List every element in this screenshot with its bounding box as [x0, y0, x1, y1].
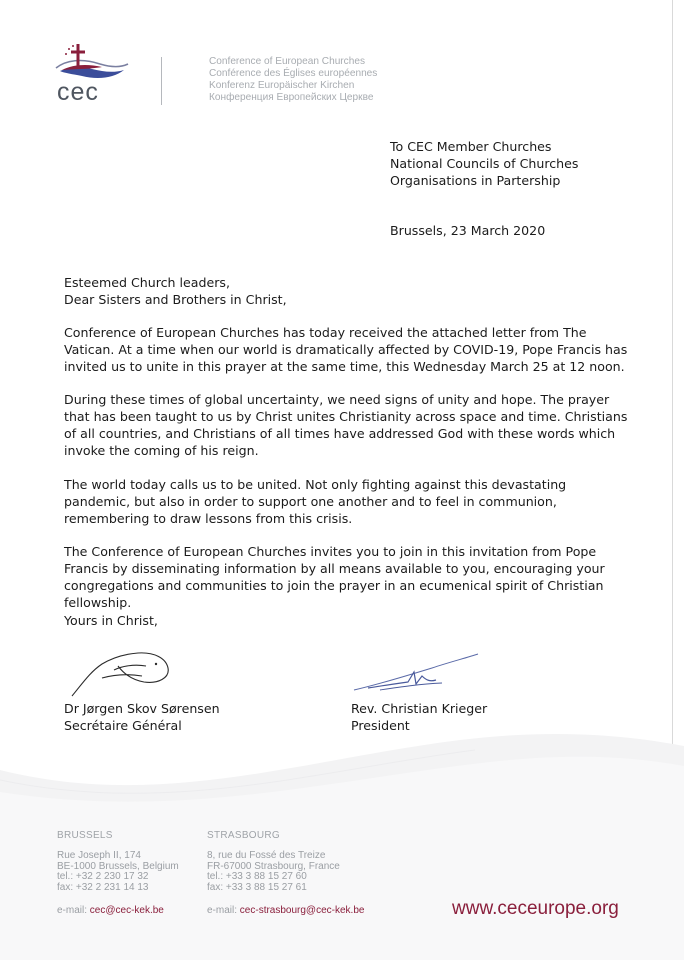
salutation	[64, 274, 287, 308]
strasbourg-address	[207, 851, 340, 894]
logo-text: cec	[57, 78, 99, 106]
org-names	[209, 56, 377, 104]
signature-krieger-icon	[350, 650, 482, 696]
body-paragraph: The Conference of European Churches invites you to join in this invitation from Pope Francis by disseminating information by all means available to you, encouraging your congregations and communities to join the prayer in an ecumenical spirit of Christian fellowship.	[64, 544, 605, 610]
closing: Yours in Christ,	[64, 613, 158, 628]
signature-sorensen-icon	[68, 644, 178, 700]
recipients-block	[390, 138, 578, 189]
signer-name: Rev. Christian Krieger	[351, 701, 488, 716]
address-line: FR-67000 Strasbourg, France	[207, 860, 340, 872]
address-line: tel.: +32 2 230 17 32	[57, 871, 149, 883]
address-line: BE-1000 Brussels, Belgium	[57, 860, 179, 872]
org-name-fr: Conférence des Églises européennes	[209, 68, 378, 79]
org-name-de: Konferenz Europäischer Kirchen	[209, 80, 355, 91]
address-line: Rue Joseph II, 174	[57, 850, 141, 861]
signer-title: President	[351, 718, 410, 733]
letter-date: Brussels, 23 March 2020	[390, 223, 546, 238]
body-paragraph: During these times of global uncertainty, we need signs of unity and hope. The prayer that has been taught to us by Christ unites Christianity across space and time. Christians of all countries, and Christians of all times have addressed God with these words which invoke the coming of his reign.	[64, 392, 628, 458]
recipient-line: National Councils of Churches	[390, 156, 579, 171]
brussels-email-link[interactable]: cec@cec-kek.be	[89, 905, 164, 916]
strasbourg-heading: STRASBOURG	[207, 830, 281, 841]
address-line: fax: +32 2 231 14 13	[57, 882, 149, 894]
body-paragraph: The world today calls us to be united. Not only fighting against this devastating pandemic, but also in order to support one another and to feel in communion, remembering to draw lessons from this crisis.	[64, 477, 567, 526]
salutation-line: Esteemed Church leaders,	[64, 275, 230, 290]
body-paragraph: Conference of European Churches has today received the attached letter from The Vatican. At a time when our world is dramatically affected by COVID-19, Pope Francis has invited us to unite in this prayer at the same time, this Wednesday March 25 at 12 noon.	[64, 325, 628, 374]
address-line: 8, rue du Fossé des Treize	[207, 850, 326, 861]
signer-name: Dr Jørgen Skov Sørensen	[64, 701, 220, 716]
email-label: e-mail:	[207, 905, 238, 916]
signer-title: Secrétaire Général	[64, 718, 182, 733]
brussels-address	[57, 851, 179, 894]
salutation-line: Dear Sisters and Brothers in Christ,	[64, 292, 287, 307]
recipient-line: To CEC Member Churches	[390, 139, 552, 154]
org-name-en: Conference of European Churches	[209, 56, 365, 67]
address-line: fax: +33 3 88 15 27 61	[207, 882, 307, 894]
org-name-ru: Конференция Европейских Церкве	[209, 92, 374, 103]
header-divider	[161, 57, 162, 105]
strasbourg-email-link[interactable]: cec-strasbourg@cec-kek.be	[239, 905, 365, 916]
recipient-line: Organisations in Partership	[390, 173, 561, 188]
email-label: e-mail:	[57, 905, 88, 916]
address-line: tel.: +33 3 88 15 27 60	[207, 871, 307, 883]
brussels-heading: BRUSSELS	[57, 830, 113, 841]
website-link[interactable]: www.ceceurope.org	[452, 898, 619, 919]
strasbourg-email-row	[207, 906, 364, 917]
brussels-email-row	[57, 906, 164, 917]
